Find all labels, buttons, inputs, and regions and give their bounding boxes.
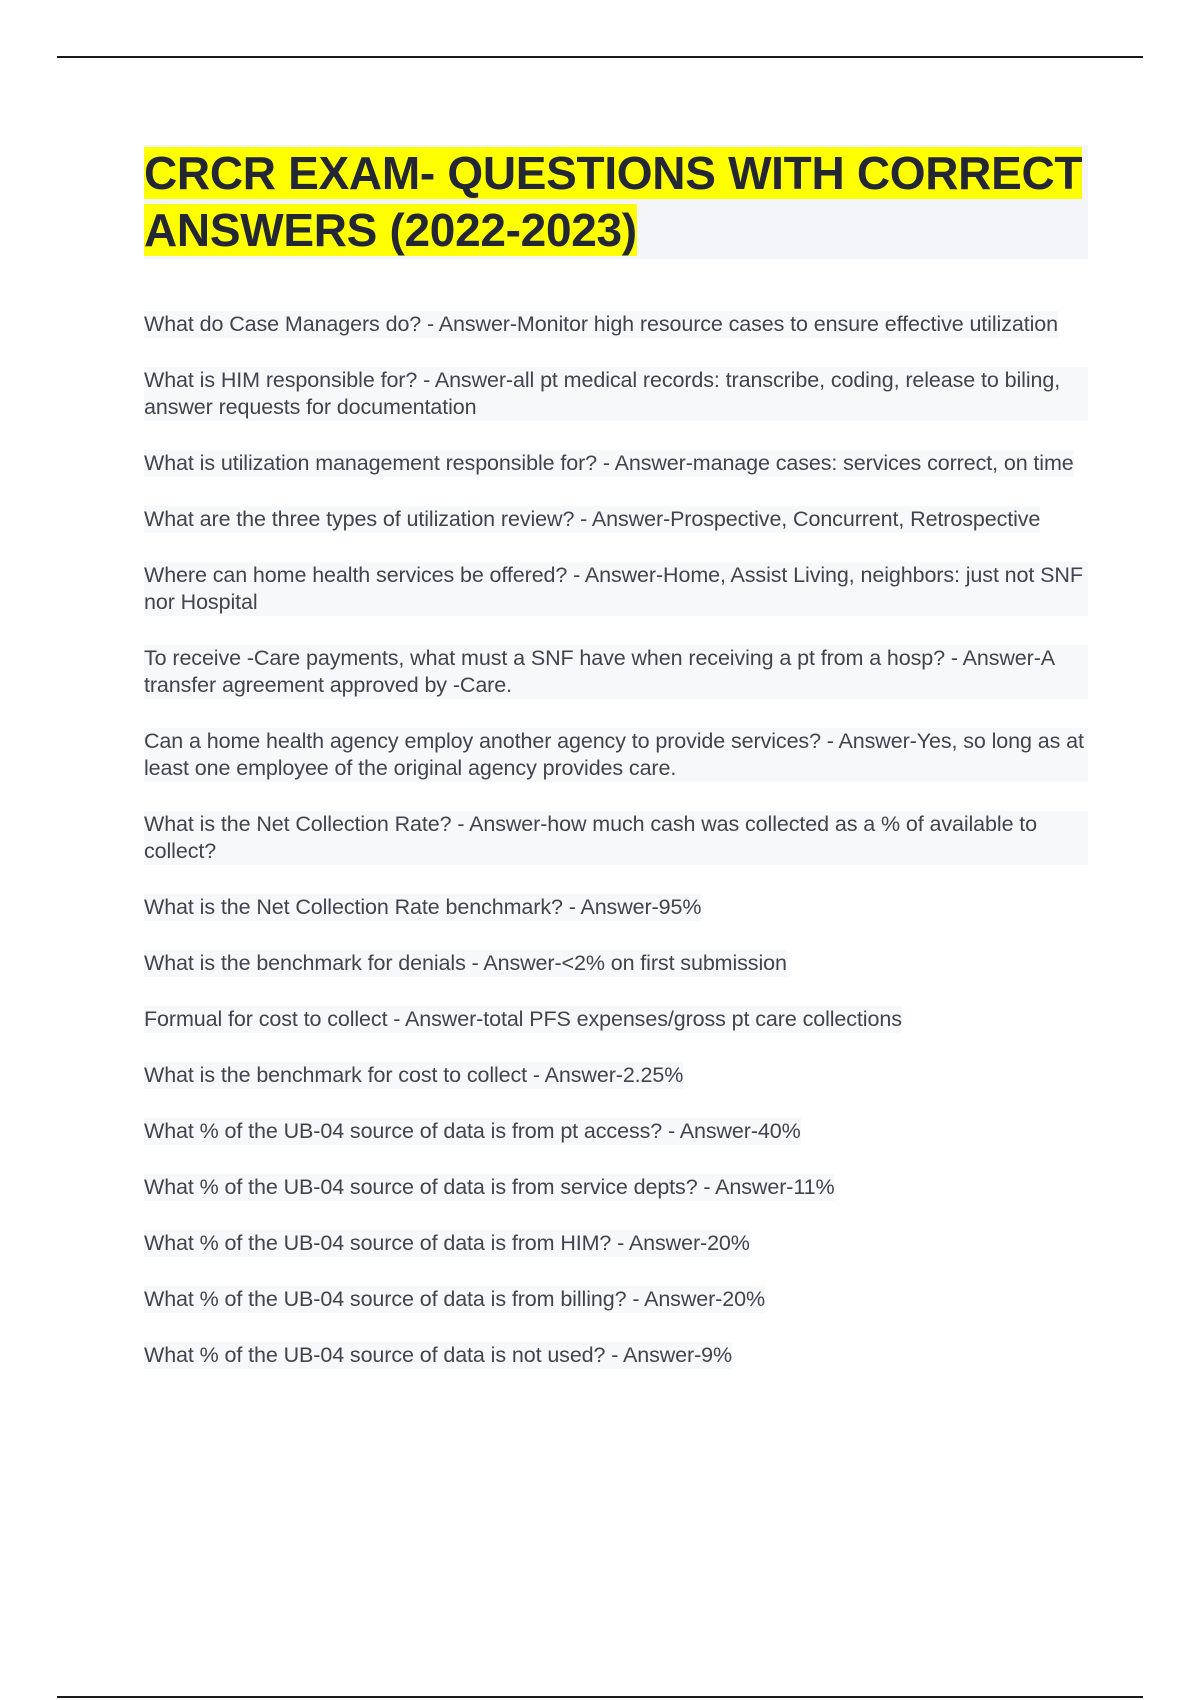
qa-text: Where can home health services be offered? - Answer-Home, Assist Living, neighbors: just not SNF nor Hospital (144, 563, 1083, 614)
qa-text: What do Case Managers do? - Answer-Monitor high resource cases to ensure effective utilization (144, 312, 1058, 336)
qa-item (144, 728, 1088, 782)
qa-text: What is the benchmark for denials - Answer-<2% on first submission (144, 951, 787, 975)
document-title-text: CRCR EXAM- QUESTIONS WITH CORRECT ANSWERS (2022-2023) (144, 147, 1083, 256)
qa-text: Formual for cost to collect - Answer-total PFS expenses/gross pt care collections (144, 1007, 902, 1031)
qa-item (144, 1006, 902, 1033)
qa-item (144, 506, 1040, 533)
title-block (144, 145, 1088, 259)
qa-item (144, 1118, 801, 1145)
qa-text: What is the Net Collection Rate? - Answer-how much cash was collected as a % of available to collect? (144, 812, 1038, 863)
qa-item (144, 894, 701, 921)
qa-text: What is the Net Collection Rate benchmark? - Answer-95% (144, 895, 702, 919)
qa-text: What % of the UB-04 source of data is from service depts? - Answer-11% (144, 1175, 835, 1199)
qa-item (144, 1286, 765, 1313)
qa-item (144, 450, 1074, 477)
qa-item (144, 367, 1088, 421)
qa-item (144, 1174, 834, 1201)
qa-text: What % of the UB-04 source of data is from billing? - Answer-20% (144, 1287, 765, 1311)
qa-item (144, 645, 1088, 699)
qa-text: What % of the UB-04 source of data is from HIM? - Answer-20% (144, 1231, 750, 1255)
qa-text: Can a home health agency employ another agency to provide services? - Answer-Yes, so long as at least one employee of the original agency provides care. (144, 729, 1084, 780)
top-rule (57, 56, 1143, 58)
qa-item (144, 1342, 732, 1369)
qa-item (144, 311, 1058, 338)
qa-text: What is HIM responsible for? - Answer-all pt medical records: transcribe, coding, release to biling, answer requests for documentation (144, 368, 1061, 419)
qa-item (144, 811, 1088, 865)
page-content (144, 145, 1088, 1398)
qa-item (144, 950, 787, 977)
qa-text: What are the three types of utilization review? - Answer-Prospective, Concurrent, Retrospective (144, 507, 1041, 531)
qa-text: What % of the UB-04 source of data is from pt access? - Answer-40% (144, 1119, 801, 1143)
bottom-rule (57, 1696, 1143, 1698)
qa-list (144, 311, 1088, 1369)
qa-text: What % of the UB-04 source of data is not used? - Answer-9% (144, 1343, 733, 1367)
document-title (144, 145, 1088, 259)
qa-item (144, 1230, 750, 1257)
qa-item (144, 562, 1088, 616)
qa-text: What is utilization management responsible for? - Answer-manage cases: services correct, on time (144, 451, 1074, 475)
qa-text: To receive -Care payments, what must a SNF have when receiving a pt from a hosp? - Answer-A transfer agreement approved by -Care. (144, 646, 1054, 697)
qa-item (144, 1062, 683, 1089)
qa-text: What is the benchmark for cost to collect - Answer-2.25% (144, 1063, 684, 1087)
